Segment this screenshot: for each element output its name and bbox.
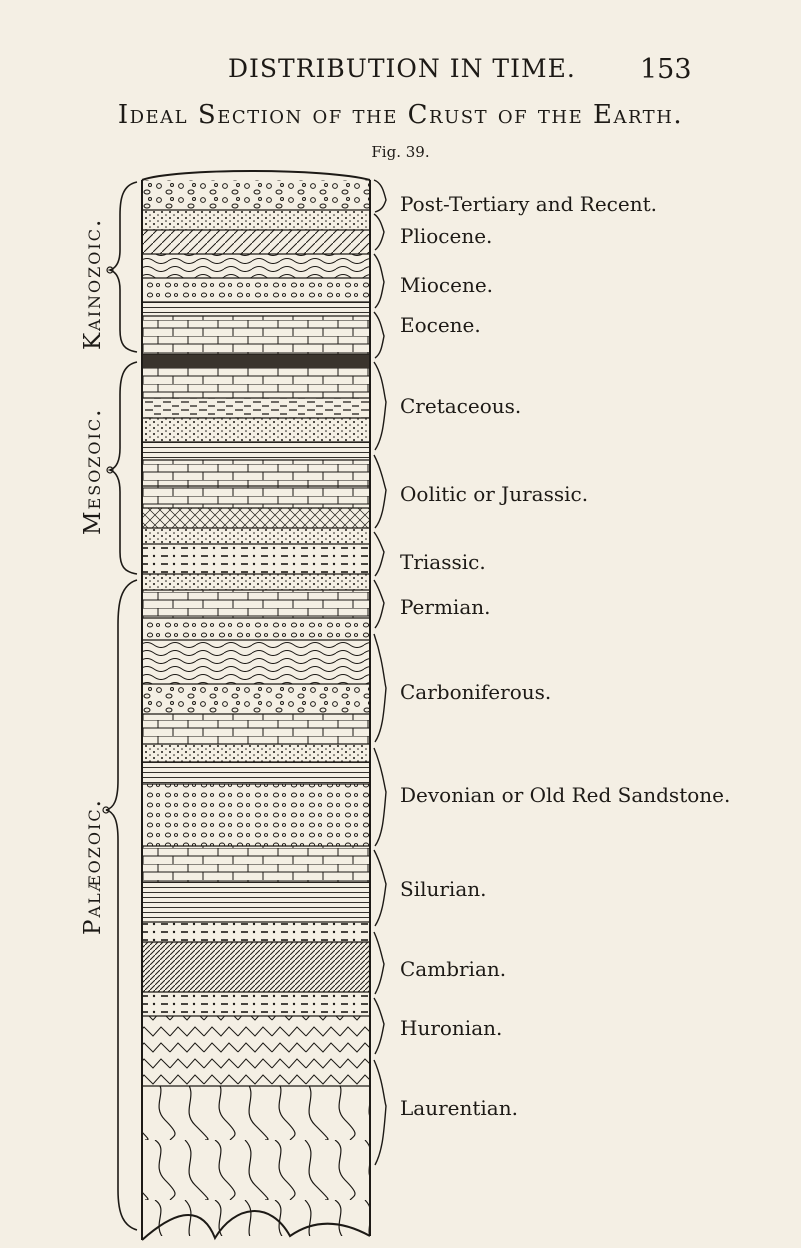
label-laurentian: Laurentian. xyxy=(400,1096,518,1120)
label-pliocene: Pliocene. xyxy=(400,224,493,248)
label-miocene: Miocene. xyxy=(400,273,494,297)
label-cretaceous: Cretaceous. xyxy=(400,394,522,418)
era-kainozoic: Kainozoic. xyxy=(80,217,106,350)
page-number: 153 xyxy=(640,54,692,85)
label-carboniferous: Carboniferous. xyxy=(400,680,552,704)
label-silurian: Silurian. xyxy=(400,877,487,901)
figure-label: Fig. 39. xyxy=(371,143,430,161)
label-cambrian: Cambrian. xyxy=(400,957,507,981)
label-eocene: Eocene. xyxy=(400,313,481,337)
era-palaeozoic: Palæozoic. xyxy=(80,798,106,935)
label-permian: Permian. xyxy=(400,595,491,619)
label-post-tertiary: Post-Tertiary and Recent. xyxy=(400,192,657,216)
running-title: DISTRIBUTION IN TIME. xyxy=(228,54,576,83)
label-triassic: Triassic. xyxy=(400,550,486,574)
label-oolitic: Oolitic or Jurassic. xyxy=(400,482,589,506)
label-devonian: Devonian or Old Red Sandstone. xyxy=(400,783,731,807)
figure-title: Ideal Section of the Crust of the Earth. xyxy=(117,100,684,130)
era-mesozoic: Mesozoic. xyxy=(80,407,106,535)
label-huronian: Huronian. xyxy=(400,1016,503,1040)
